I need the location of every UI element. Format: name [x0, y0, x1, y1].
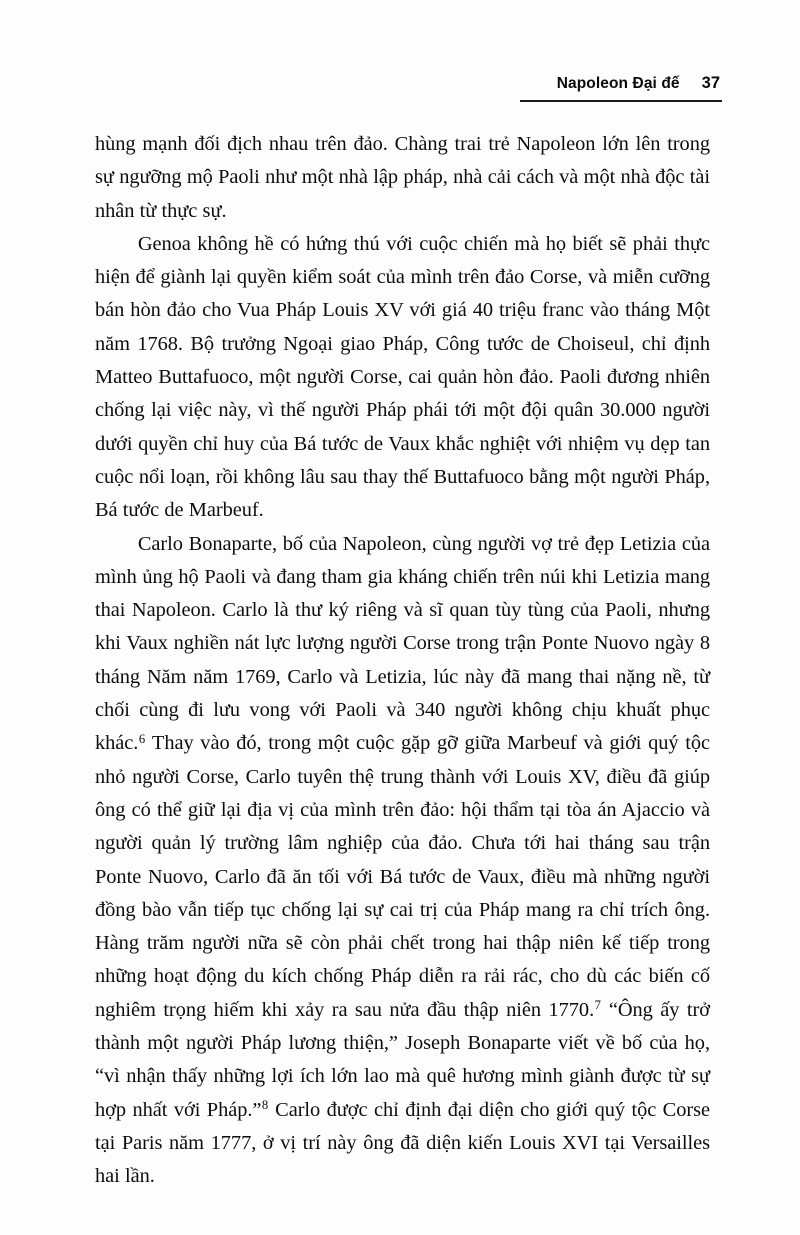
paragraph-continued: hùng mạnh đối địch nhau trên đảo. Chàng trai trẻ Napoleon lớn lên trong sự ngưỡng mộ Paoli như một nhà lập pháp, nhà cải cách và một nhà độc tài nhân từ thực sự.	[95, 133, 710, 222]
paragraph-text-run: Thay vào đó, trong một cuộc gặp gỡ giữa Marbeuf và giới quý tộc nhỏ người Corse, Carlo tuyên thệ trung thành với Louis XV, điều đã giúp ông có thể giữ lại địa vị của mình trên đảo: hội thẩm tại tòa án Ajaccio và người quản lý trường lâm nghiệp của đảo. Chưa tới hai tháng sau trận Ponte Nuovo, Carlo đã ăn tối với Bá tước de Vaux, điều mà những người đồng bào vẫn tiếp tục chống lại sự cai trị của Pháp mang ra chỉ trích ông. Hàng trăm người nữa sẽ còn phải chết trong hai thập niên kế tiếp trong những hoạt động du kích chống Pháp diễn ra rải rác, cho dù các biến cố nghiêm trọng hiếm khi xảy ra sau nửa đầu thập niên 1770.	[95, 732, 710, 1021]
running-header	[95, 74, 722, 114]
body-text-column	[95, 128, 710, 1194]
paragraph-text-run: Carlo được chỉ định đại diện cho giới quý tộc Corse tại Paris năm 1777, ở vị trí này ông đã diện kiến Louis XVI tại Versailles hai lần.	[95, 1098, 710, 1188]
paragraph-text-run: “Ông ấy trở thành một người Pháp lương thiện,” Joseph Bonaparte viết về bố của họ, “vì nhận thấy những lợi ích lớn lao mà quê hương mình giành được từ sự hợp nhất với Pháp.”	[95, 998, 710, 1121]
paragraph-text-run: Carlo Bonaparte, bố của Napoleon, cùng người vợ trẻ đẹp Letizia của mình ủng hộ Paoli và đang tham gia kháng chiến trên núi khi Letizia mang thai Napoleon. Carlo là thư ký riêng và sĩ quan tùy tùng của Paoli, nhưng khi Vaux nghiền nát lực lượng người Corse trong trận Ponte Nuovo ngày 8 tháng Năm năm 1769, Carlo và Letizia, lúc này đã mang thai nặng nề, từ chối cùng đi lưu vong với Paoli và 340 người không chịu khuất phục khác.	[95, 532, 710, 755]
footnote-marker: 8	[261, 1098, 269, 1113]
header-rule	[520, 100, 722, 102]
footnote-marker: 7	[594, 998, 601, 1013]
running-header-title: Napoleon Đại đế	[556, 75, 680, 92]
page-number: 37	[701, 74, 720, 92]
footnote-marker: 6	[138, 731, 146, 746]
paragraph-genoa: Genoa không hề có hứng thú với cuộc chiến mà họ biết sẽ phải thực hiện để giành lại quyền kiểm soát của mình trên đảo Corse, và miễn cưỡng bán hòn đảo cho Vua Pháp Louis XV với giá 40 triệu franc vào tháng Một năm 1768. Bộ trưởng Ngoại giao Pháp, Công tước de Choiseul, chỉ định Matteo Buttafuoco, một người Corse, cai quản hòn đảo. Paoli đương nhiên chống lại việc này, vì thế người Pháp phái tới một đội quân 30.000 người dưới quyền chỉ huy của Bá tước de Vaux khắc nghiệt với nhiệm vụ dẹp tan cuộc nổi loạn, rồi không lâu sau thay thế Buttafuoco bằng một người Pháp, Bá tước de Marbeuf.	[95, 232, 710, 522]
paragraph-carlo	[95, 528, 710, 1194]
running-header-line	[95, 74, 722, 93]
